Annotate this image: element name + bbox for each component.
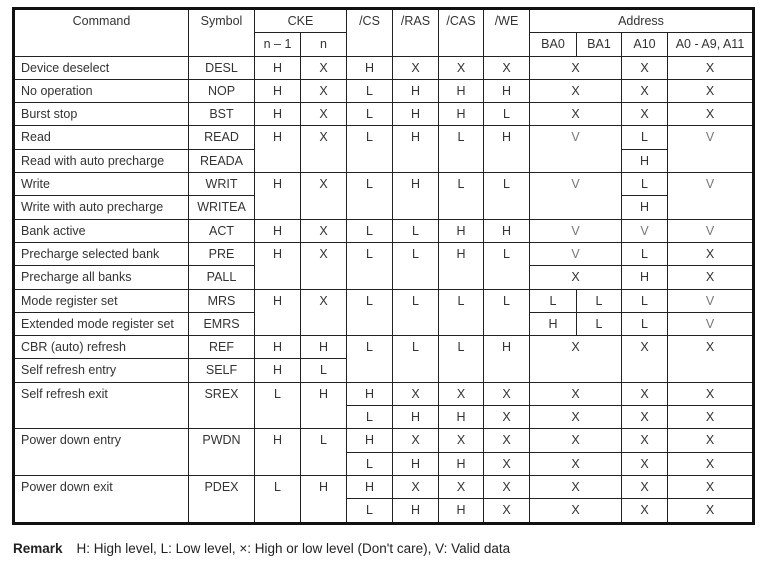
we-cell: L	[484, 173, 530, 220]
cke-prev-cell: H	[255, 56, 301, 79]
command-cell: Extended mode register set	[14, 312, 189, 335]
ba-cell: X	[530, 266, 622, 289]
cke-n-cell: X	[301, 56, 347, 79]
symbol-cell: WRIT	[189, 173, 255, 196]
cas-cell: X	[439, 475, 484, 498]
ba-cell: X	[530, 382, 622, 405]
command-cell: CBR (auto) refresh	[14, 336, 189, 359]
cs-cell: L	[347, 289, 393, 336]
cs-cell: H	[347, 382, 393, 405]
ba0-cell: H	[530, 312, 577, 335]
ras-cell: X	[393, 56, 439, 79]
a10-cell: H	[622, 196, 668, 219]
cs-cell: L	[347, 336, 393, 383]
remark-text: H: High level, L: Low level, ×: High or low level (Don't care), V: Valid data	[76, 541, 511, 556]
ba-cell: X	[530, 452, 622, 475]
table-row-act	[14, 219, 754, 242]
we-cell: H	[484, 336, 530, 383]
cke-n-cell: L	[301, 359, 347, 382]
addr-cell: V	[668, 289, 754, 312]
ba-cell: V	[530, 219, 622, 242]
cke-prev-cell: H	[255, 242, 301, 289]
col-header-cke: CKE	[255, 9, 347, 33]
cas-cell: X	[439, 382, 484, 405]
col-header-a10: A10	[622, 33, 668, 56]
cs-cell: H	[347, 475, 393, 498]
cke-prev-cell: H	[255, 79, 301, 102]
a10-cell: L	[622, 126, 668, 149]
we-cell: L	[484, 242, 530, 289]
table-row-writ	[14, 173, 754, 196]
table-row-read	[14, 126, 754, 149]
cas-cell: H	[439, 452, 484, 475]
cas-cell: L	[439, 173, 484, 220]
ras-cell: H	[393, 499, 439, 523]
command-cell: Device deselect	[14, 56, 189, 79]
cas-cell: H	[439, 499, 484, 523]
symbol-cell: DESL	[189, 56, 255, 79]
ba-cell: X	[530, 429, 622, 452]
addr-cell: X	[668, 406, 754, 429]
command-cell: Mode register set	[14, 289, 189, 312]
table-row-desl	[14, 56, 754, 79]
addr-cell: V	[668, 312, 754, 335]
symbol-cell: ACT	[189, 219, 255, 242]
col-header-ras: /RAS	[393, 9, 439, 57]
table-row-srex	[14, 382, 754, 405]
table-row-pdex	[14, 475, 754, 498]
symbol-cell: BST	[189, 103, 255, 126]
a10-cell: X	[622, 475, 668, 498]
remark-label: Remark	[13, 541, 63, 556]
a10-cell: L	[622, 289, 668, 312]
addr-cell: X	[668, 336, 754, 383]
table-row-nop	[14, 79, 754, 102]
cke-n-cell: L	[301, 429, 347, 476]
col-header-cke-prev: n – 1	[255, 33, 301, 56]
we-cell: X	[484, 452, 530, 475]
addr-cell: X	[668, 429, 754, 452]
symbol-cell: WRITEA	[189, 196, 255, 219]
cke-n-cell: X	[301, 289, 347, 336]
ba-cell: X	[530, 79, 622, 102]
addr-cell: X	[668, 499, 754, 523]
cke-n-cell: H	[301, 382, 347, 429]
cke-n-cell: X	[301, 126, 347, 173]
cas-cell: X	[439, 56, 484, 79]
command-cell: Power down exit	[14, 475, 189, 523]
cs-cell: L	[347, 219, 393, 242]
cke-n-cell: H	[301, 475, 347, 523]
ba1-cell: L	[577, 289, 622, 312]
ras-cell: X	[393, 429, 439, 452]
ba-cell: X	[530, 406, 622, 429]
cs-cell: L	[347, 79, 393, 102]
col-header-a0-a9-a11: A0 - A9, A11	[668, 33, 754, 56]
addr-cell: X	[668, 475, 754, 498]
a10-cell: L	[622, 312, 668, 335]
a10-cell: X	[622, 499, 668, 523]
cke-n-cell: X	[301, 219, 347, 242]
col-header-ba0: BA0	[530, 33, 577, 56]
ras-cell: L	[393, 219, 439, 242]
we-cell: X	[484, 382, 530, 405]
cke-n-cell: H	[301, 336, 347, 359]
cas-cell: H	[439, 103, 484, 126]
symbol-cell: SREX	[189, 382, 255, 429]
cke-n-cell: X	[301, 242, 347, 289]
command-cell: Bank active	[14, 219, 189, 242]
addr-cell: X	[668, 56, 754, 79]
cas-cell: L	[439, 126, 484, 173]
cke-prev-cell: H	[255, 429, 301, 476]
cs-cell: L	[347, 406, 393, 429]
addr-cell: V	[668, 126, 754, 173]
cs-cell: H	[347, 429, 393, 452]
cke-n-cell: X	[301, 103, 347, 126]
we-cell: X	[484, 56, 530, 79]
ras-cell: H	[393, 173, 439, 220]
a10-cell: V	[622, 219, 668, 242]
command-cell: Power down entry	[14, 429, 189, 476]
ras-cell: H	[393, 103, 439, 126]
we-cell: H	[484, 79, 530, 102]
ras-cell: H	[393, 406, 439, 429]
ba-cell: X	[530, 103, 622, 126]
addr-cell: X	[668, 382, 754, 405]
we-cell: L	[484, 103, 530, 126]
cs-cell: L	[347, 173, 393, 220]
cke-prev-cell: H	[255, 359, 301, 382]
cas-cell: H	[439, 406, 484, 429]
col-header-symbol: Symbol	[189, 9, 255, 57]
addr-cell: X	[668, 79, 754, 102]
command-cell: Precharge all banks	[14, 266, 189, 289]
addr-cell: X	[668, 242, 754, 265]
ba-cell: V	[530, 173, 622, 220]
ras-cell: H	[393, 79, 439, 102]
cke-prev-cell: H	[255, 173, 301, 220]
we-cell: X	[484, 429, 530, 452]
ba-cell: V	[530, 242, 622, 265]
symbol-cell: PWDN	[189, 429, 255, 476]
command-truth-table	[12, 7, 755, 525]
cs-cell: L	[347, 452, 393, 475]
cas-cell: H	[439, 79, 484, 102]
cke-prev-cell: H	[255, 336, 301, 359]
symbol-cell: NOP	[189, 79, 255, 102]
a10-cell: X	[622, 429, 668, 452]
symbol-cell: READ	[189, 126, 255, 149]
a10-cell: X	[622, 406, 668, 429]
cas-cell: H	[439, 242, 484, 289]
we-cell: H	[484, 126, 530, 173]
symbol-cell: PRE	[189, 242, 255, 265]
col-header-cas: /CAS	[439, 9, 484, 57]
ras-cell: X	[393, 475, 439, 498]
a10-cell: X	[622, 336, 668, 383]
command-cell: Precharge selected bank	[14, 242, 189, 265]
remark-legend	[13, 541, 510, 556]
ba0-cell: L	[530, 289, 577, 312]
ba-cell: X	[530, 56, 622, 79]
col-header-command: Command	[14, 9, 189, 57]
ras-cell: L	[393, 289, 439, 336]
cs-cell: L	[347, 242, 393, 289]
table-row-mrs	[14, 289, 754, 312]
cs-cell: L	[347, 499, 393, 523]
we-cell: X	[484, 475, 530, 498]
col-header-cs: /CS	[347, 9, 393, 57]
symbol-cell: REF	[189, 336, 255, 359]
cke-prev-cell: H	[255, 103, 301, 126]
table-row-pwdn	[14, 429, 754, 452]
a10-cell: H	[622, 149, 668, 172]
ras-cell: X	[393, 382, 439, 405]
col-header-we: /WE	[484, 9, 530, 57]
ba1-cell: L	[577, 312, 622, 335]
cs-cell: H	[347, 56, 393, 79]
ba-cell: X	[530, 499, 622, 523]
header-row	[14, 9, 754, 33]
addr-cell: V	[668, 173, 754, 220]
command-cell: Read with auto precharge	[14, 149, 189, 172]
cke-n-cell: X	[301, 79, 347, 102]
ras-cell: H	[393, 126, 439, 173]
symbol-cell: PDEX	[189, 475, 255, 523]
cke-n-cell: X	[301, 173, 347, 220]
command-cell: Write with auto precharge	[14, 196, 189, 219]
addr-cell: X	[668, 452, 754, 475]
we-cell: H	[484, 219, 530, 242]
addr-cell: X	[668, 103, 754, 126]
command-cell: Burst stop	[14, 103, 189, 126]
table-row-ref	[14, 336, 754, 359]
ba-cell: X	[530, 475, 622, 498]
col-header-address: Address	[530, 9, 754, 33]
a10-cell: X	[622, 452, 668, 475]
col-header-cke-n: n	[301, 33, 347, 56]
we-cell: X	[484, 499, 530, 523]
table-row-bst	[14, 103, 754, 126]
we-cell: L	[484, 289, 530, 336]
cs-cell: L	[347, 126, 393, 173]
command-cell: No operation	[14, 79, 189, 102]
cas-cell: H	[439, 219, 484, 242]
symbol-cell: MRS	[189, 289, 255, 312]
command-cell: Write	[14, 173, 189, 196]
a10-cell: X	[622, 103, 668, 126]
a10-cell: H	[622, 266, 668, 289]
cas-cell: L	[439, 289, 484, 336]
ras-cell: L	[393, 242, 439, 289]
ba-cell: X	[530, 336, 622, 383]
cke-prev-cell: L	[255, 475, 301, 523]
cs-cell: L	[347, 103, 393, 126]
a10-cell: L	[622, 173, 668, 196]
cas-cell: X	[439, 429, 484, 452]
cas-cell: L	[439, 336, 484, 383]
ras-cell: H	[393, 452, 439, 475]
cke-prev-cell: H	[255, 219, 301, 242]
we-cell: X	[484, 406, 530, 429]
table-row-pre	[14, 242, 754, 265]
symbol-cell: EMRS	[189, 312, 255, 335]
ras-cell: L	[393, 336, 439, 383]
a10-cell: X	[622, 79, 668, 102]
symbol-cell: PALL	[189, 266, 255, 289]
a10-cell: X	[622, 382, 668, 405]
symbol-cell: SELF	[189, 359, 255, 382]
symbol-cell: READA	[189, 149, 255, 172]
ba-cell: V	[530, 126, 622, 173]
cke-prev-cell: H	[255, 126, 301, 173]
addr-cell: V	[668, 219, 754, 242]
col-header-ba1: BA1	[577, 33, 622, 56]
command-cell: Self refresh entry	[14, 359, 189, 382]
command-cell: Read	[14, 126, 189, 149]
addr-cell: X	[668, 266, 754, 289]
cke-prev-cell: L	[255, 382, 301, 429]
a10-cell: X	[622, 56, 668, 79]
cke-prev-cell: H	[255, 289, 301, 336]
command-cell: Self refresh exit	[14, 382, 189, 429]
a10-cell: L	[622, 242, 668, 265]
